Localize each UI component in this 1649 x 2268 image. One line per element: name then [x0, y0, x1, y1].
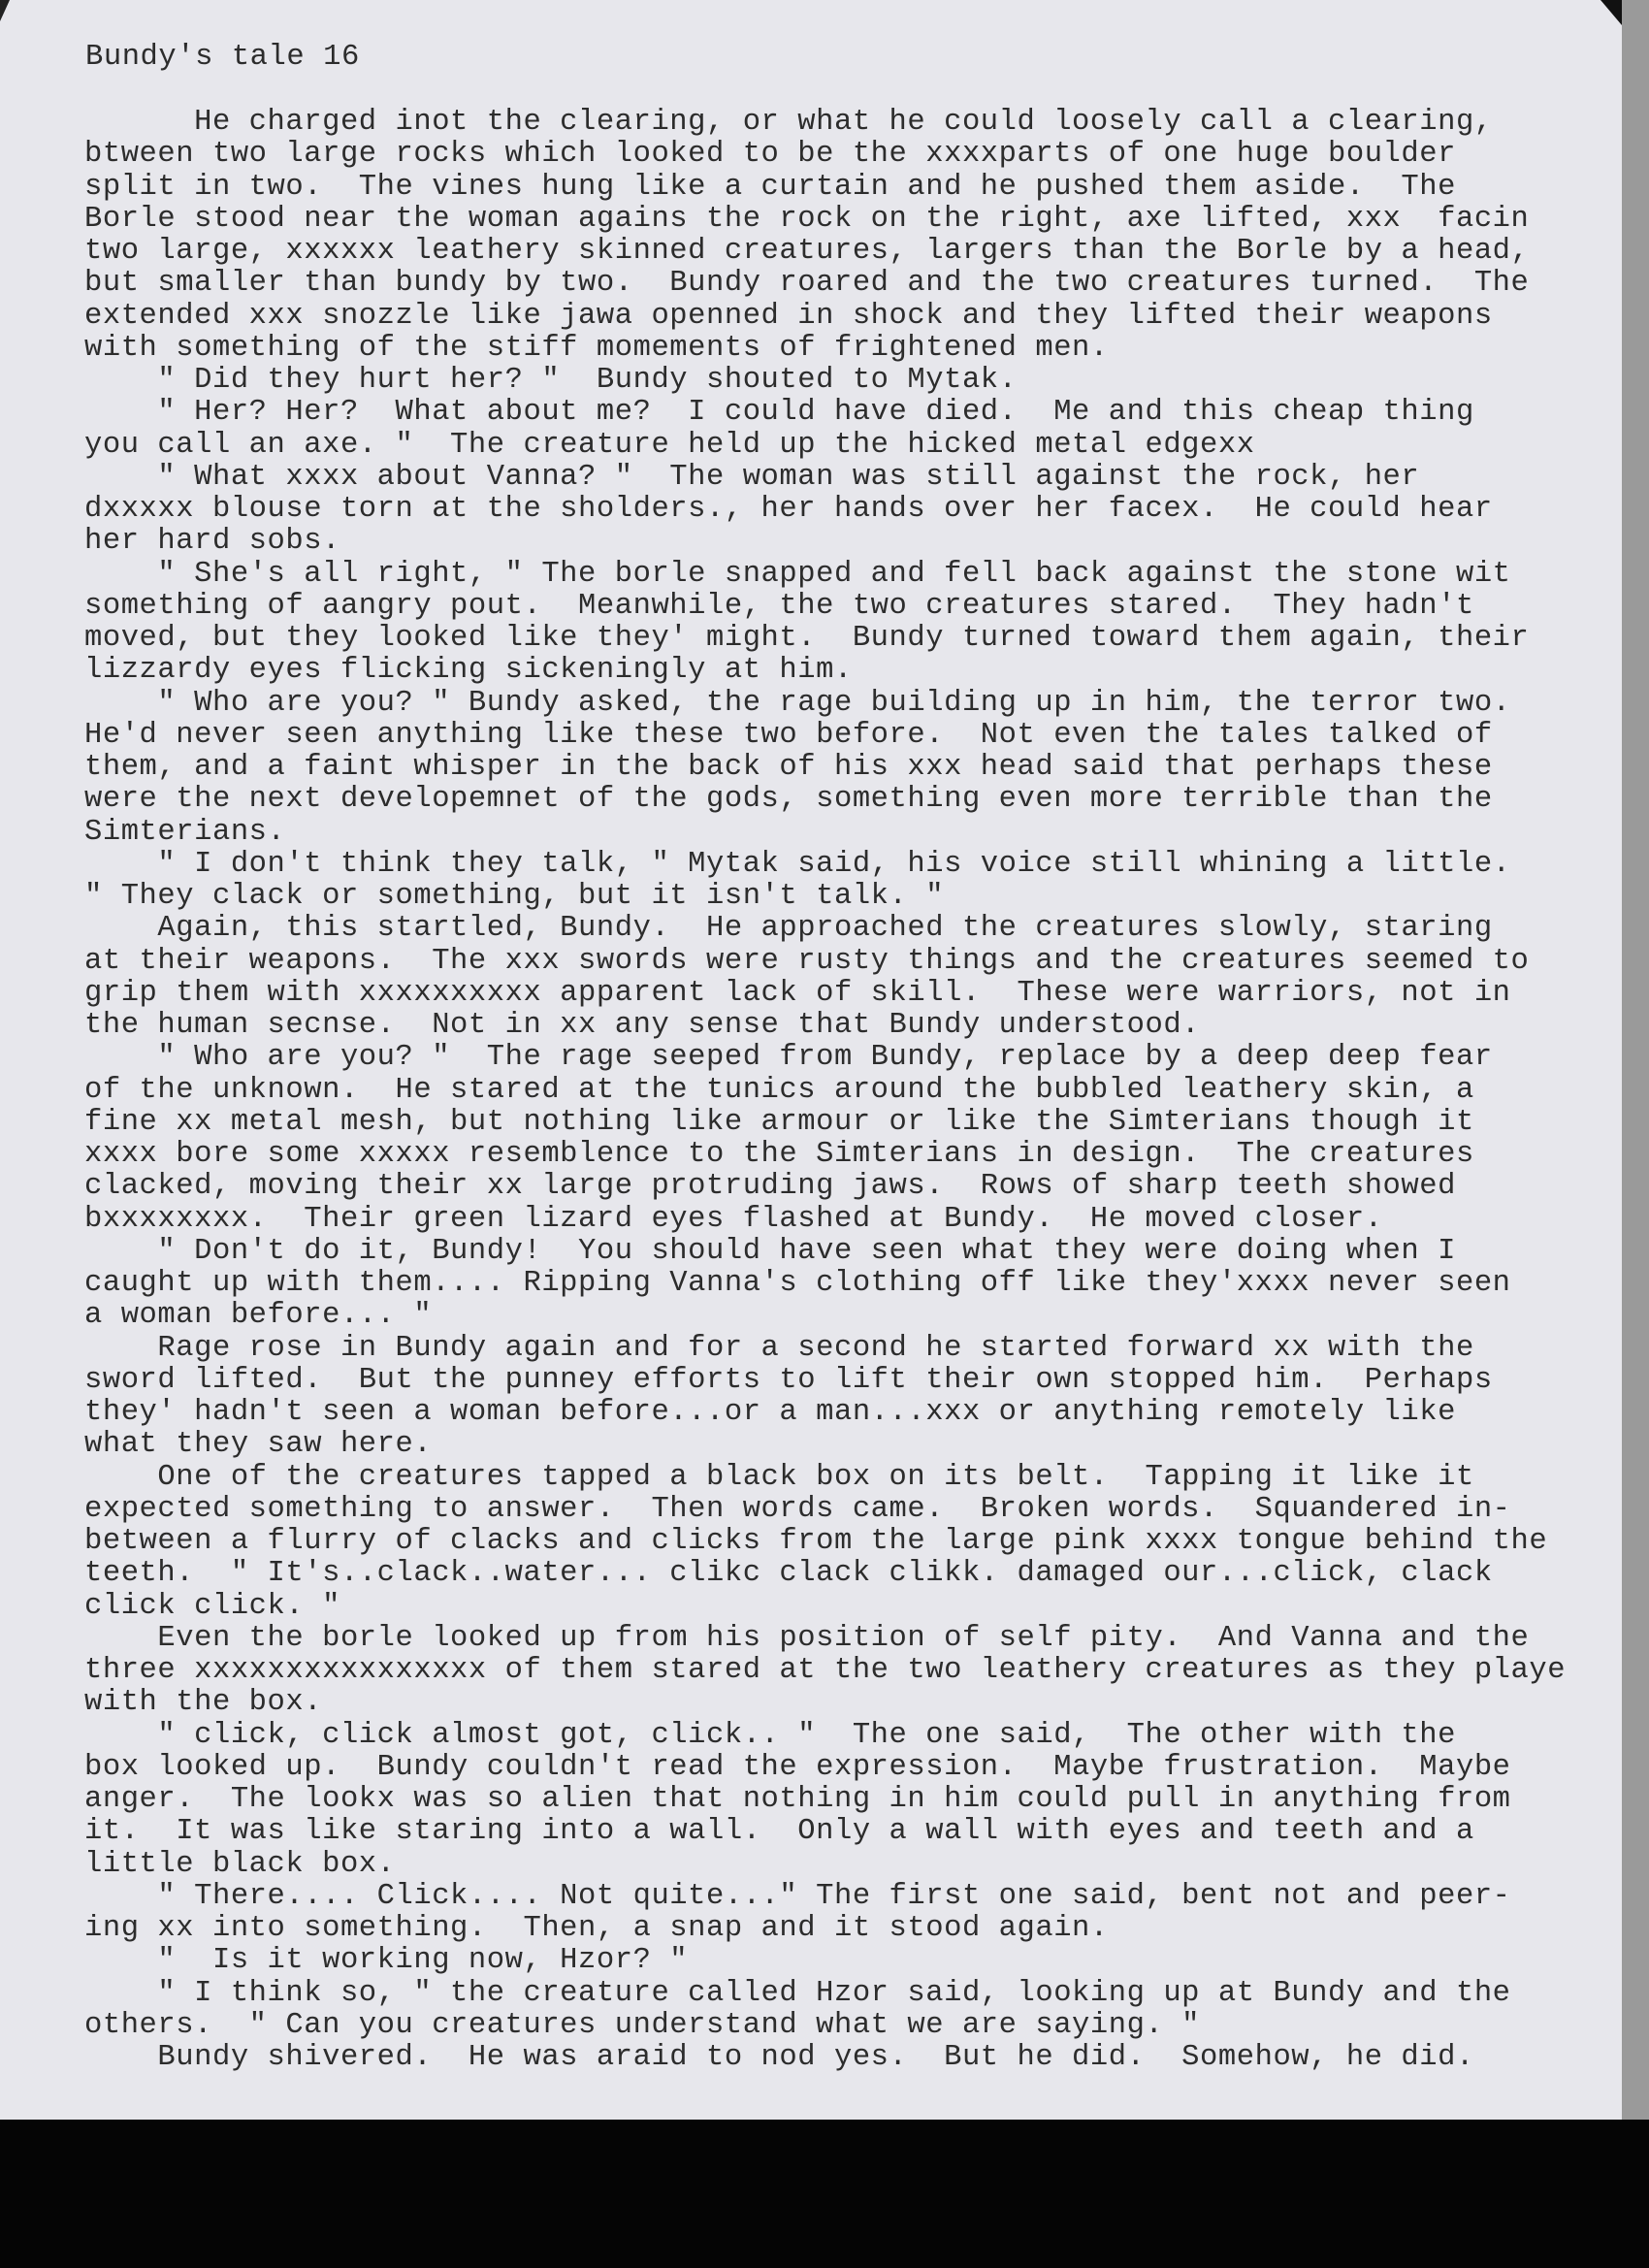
text-line: fine xx metal mesh, but nothing like armour or like the Simterians though it [84, 1106, 1474, 1139]
text-line: Borle stood near the woman agains the rock on the right, axe lifted, xxx facin [84, 203, 1530, 236]
text-line: teeth. " It's..clack..water... clikc clack clikk. damaged our...click, clack [84, 1558, 1493, 1591]
text-line: little black box. [84, 1848, 396, 1881]
text-line: lizzardy eyes flicking sickeningly at him. [84, 655, 853, 688]
text-line: " There.... Click.... Not quite..." The first one said, bent not and peer- [84, 1880, 1511, 1913]
text-line: were the next developemnet of the gods, something even more terrible than the [84, 784, 1493, 817]
text-line: " Who are you? " Bundy asked, the rage building up in him, the terror two. [84, 687, 1511, 720]
text-line: dxxxxx blouse torn at the sholders., her hands over her facex. He could hear [84, 494, 1493, 526]
text-line: bxxxxxxxx. Their green lizard eyes flashed at Bundy. He moved closer. [84, 1203, 1383, 1236]
text-line: " I don't think they talk, " Mytak said, his voice still whining a little. [84, 848, 1511, 881]
text-line: extended xxx snozzle like jawa openned in shock and they lifted their weapons [84, 300, 1493, 333]
text-line: between a flurry of clacks and clicks from the large pink xxxx tongue behind the [84, 1526, 1548, 1558]
text-line: three xxxxxxxxxxxxxxxx of them stared at the two leathery creatures as they playe [84, 1655, 1567, 1687]
text-line: One of the creatures tapped a black box on its belt. Tapping it like it [84, 1461, 1474, 1494]
text-line: He'd never seen anything like these two before. Not even the tales talked of [84, 719, 1493, 752]
text-line: them, and a faint whisper in the back of his xxx head said that perhaps these [84, 752, 1493, 784]
text-line: ing xx into something. Then, a snap and it stood again. [84, 1913, 1109, 1945]
text-line: box looked up. Bundy couldn't read the expression. Maybe frustration. Maybe [84, 1751, 1511, 1784]
text-line: moved, but they looked like they' might. Bundy turned toward them again, their [84, 623, 1530, 655]
text-line: Simterians. [84, 816, 286, 849]
text-line: xxxx bore some xxxxx resemblence to the Simterians in design. The creatures [84, 1139, 1474, 1171]
body-text [84, 107, 1622, 2074]
page-corner-mark [0, 0, 10, 21]
text-line: with something of the stiff momements of frightened men. [84, 332, 1109, 365]
text-line: two large, xxxxxx leathery skinned creatures, largers than the Borle by a head, [84, 236, 1530, 268]
text-line: you call an axe. " The creature held up the hicked metal edgexx [84, 429, 1255, 462]
text-line: her hard sobs. [84, 526, 340, 559]
text-line: clacked, moving their xx large protruding jaws. Rows of sharp teeth showed [84, 1171, 1456, 1204]
text-line: it. It was like staring into a wall. Only a wall with eyes and teeth and a [84, 1816, 1474, 1849]
text-line: " Who are you? " The rage seeped from Bundy, replace by a deep deep fear [84, 1042, 1493, 1075]
text-line: " Did they hurt her? " Bundy shouted to Mytak. [84, 365, 1018, 397]
text-line: " Don't do it, Bundy! You should have seen what they were doing when I [84, 1235, 1456, 1268]
scan-bottom-band [0, 2120, 1649, 2268]
text-line: He charged inot the clearing, or what he could loosely call a clearing, [84, 107, 1493, 139]
text-line: anger. The lookx was so alien that nothing in him could pull in anything from [84, 1784, 1511, 1816]
text-line: Even the borle looked up from his position of self pity. And Vanna and the [84, 1622, 1530, 1655]
text-line: of the unknown. He stared at the tunics around the bubbled leathery skin, a [84, 1074, 1474, 1107]
text-line: grip them with xxxxxxxxxx apparent lack of skill. These were warriors, not in [84, 977, 1511, 1010]
text-line: btween two large rocks which looked to be the xxxxparts of one huge boulder [84, 139, 1456, 172]
text-line: caught up with them.... Ripping Vanna's clothing off like they'xxxx never seen [84, 1268, 1511, 1300]
text-line: Rage rose in Bundy again and for a second he started forward xx with the [84, 1332, 1474, 1365]
text-line: " They clack or something, but it isn't talk. " [84, 881, 945, 913]
text-line: click click. " [84, 1590, 340, 1623]
text-line: " She's all right, " The borle snapped and fell back against the stone wit [84, 558, 1511, 591]
text-line: Again, this startled, Bundy. He approached the creatures slowly, staring [84, 913, 1493, 946]
text-line: " What xxxx about Vanna? " The woman was still against the rock, her [84, 461, 1420, 494]
text-line: " Is it working now, Hzor? " [84, 1945, 689, 1978]
text-line: Bundy shivered. He was araid to nod yes. But he did. Somehow, he did. [84, 2042, 1474, 2074]
text-line: at their weapons. The xxx swords were rusty things and the creatures seemed to [84, 945, 1530, 978]
text-line: others. " Can you creatures understand what we are saying. " [84, 2009, 1201, 2042]
text-line: " I think so, " the creature called Hzor said, looking up at Bundy and the [84, 1977, 1511, 2010]
text-line: " Her? Her? What about me? I could have died. Me and this cheap thing [84, 397, 1474, 430]
text-line: the human secnse. Not in xx any sense that Bundy understood. [84, 1010, 1201, 1042]
text-line: what they saw here. [84, 1429, 433, 1462]
text-line: split in two. The vines hung like a curtain and he pushed them aside. The [84, 171, 1456, 204]
text-line: they' hadn't seen a woman before...or a man...xxx or anything remotely like [84, 1397, 1456, 1429]
text-line: with the box. [84, 1687, 323, 1720]
scan-edge-strip [1622, 0, 1649, 2120]
text-line: something of aangry pout. Meanwhile, the two creatures stared. They hadn't [84, 590, 1474, 623]
text-line: " click, click almost got, click.. " The one said, The other with the [84, 1719, 1456, 1752]
text-line: sword lifted. But the punney efforts to lift their own stopped him. Perhaps [84, 1364, 1493, 1397]
page-header: Bundy's tale 16 [85, 41, 360, 74]
text-line: but smaller than bundy by two. Bundy roared and the two creatures turned. The [84, 268, 1530, 301]
page-corner-mark-right [1600, 0, 1622, 25]
text-line: a woman before... " [84, 1300, 433, 1333]
text-line: expected something to answer. Then words came. Broken words. Squandered in- [84, 1493, 1511, 1526]
